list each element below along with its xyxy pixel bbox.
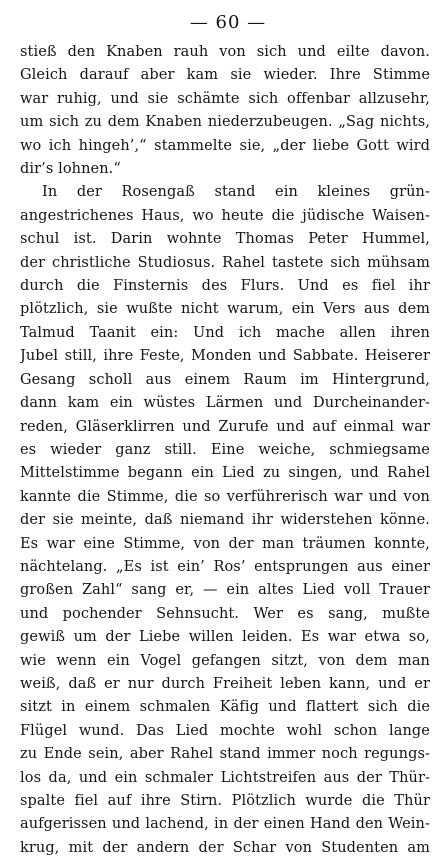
text-line: um sich zu dem Knaben niederzubeugen. „Sag nichts, <box>20 114 430 131</box>
text-line: Talmud Taanit ein: Und ich mache allen ihren <box>20 324 430 341</box>
text-line: krug, mit der andern der Schar von Studenten am <box>20 839 430 856</box>
text-line: zu Ende sein, aber Rahel stand immer noch regungs- <box>20 746 430 763</box>
text-line: durch die Finsternis des Flurs. Und es fiel ihr <box>20 278 430 295</box>
text-line: schul ist. Darin wohnte Thomas Peter Hummel, <box>20 231 430 248</box>
text-line: Gesang scholl aus einem Raum im Hintergrund, <box>20 371 430 388</box>
text-line: aufgerissen und lachend, in der einen Hand den Wein- <box>20 816 430 833</box>
text-line: sitzt in einem schmalen Käfig und flattert sich die <box>20 699 430 716</box>
text-line: und pochender Sehnsucht. Wer es sang, mußte <box>20 605 430 622</box>
text-line: war ruhig, und sie schämte sich offenbar allzusehr, <box>20 90 430 107</box>
body-text <box>20 41 430 860</box>
text-line: der sie meinte, daß niemand ihr widerstehen könne. <box>20 512 430 529</box>
text-line: der christliche Studiosus. Rahel tastete sich mühsam <box>20 254 430 271</box>
text-line: reden, Gläserklirren und Zurufe und auf einmal war <box>20 418 430 435</box>
text-line: Flügel wund. Das Lied mochte wohl schon lange <box>20 722 430 739</box>
page-number: — 60 — <box>189 12 267 33</box>
text-line: wie wenn ein Vogel gefangen sitzt, von dem man <box>20 652 430 669</box>
text-line: Gleich darauf aber kam sie wieder. Ihre Stimme <box>20 67 430 84</box>
text-line: dann kam ein wüstes Lärmen und Durcheinander- <box>20 395 430 412</box>
text-line: gewiß um der Liebe willen leiden. Es war etwa so, <box>20 629 430 646</box>
text-line: los da, und ein schmaler Lichtstreifen aus der Thür- <box>20 769 430 786</box>
text-line: In der Rosengaß stand ein kleines grün- <box>42 184 430 201</box>
text-line: Jubel still, ihre Feste, Monden und Sabbate. Heiserer <box>20 348 430 365</box>
text-line: kannte die Stimme, die so verführerisch war und von <box>20 488 430 505</box>
text-line: plötzlich, sie wußte nicht warum, ein Vers aus dem <box>20 301 430 318</box>
text-line: großen Zahl“ sang er, — ein altes Lied voll Trauer <box>20 582 430 599</box>
text-line: es wieder ganz still. Eine weiche, schmiegsame <box>20 441 430 458</box>
text-line: Mittelstimme begann ein Lied zu singen, und Rahel <box>20 465 430 482</box>
text-line: Es war eine Stimme, von der man träumen konnte, <box>20 535 430 552</box>
text-line: angestrichenes Haus, wo heute die jüdische Waisen- <box>20 207 430 224</box>
text-line: spalte fiel auf ihre Stirn. Plötzlich wurde die Thür <box>20 793 430 809</box>
text-line: wo ich hingeh’,“ stammelte sie, „der liebe Gott wird <box>20 137 430 154</box>
text-line: stieß den Knaben rauh von sich und eilte davon. <box>20 44 430 60</box>
text-line: weiß, daß er nur durch Freiheit leben kann, und er <box>20 675 430 692</box>
text-line: nächtelang. „Es ist ein’ Ros’ entsprungen aus einer <box>20 558 430 575</box>
text-line: dir’s lohnen.“ <box>20 161 121 178</box>
